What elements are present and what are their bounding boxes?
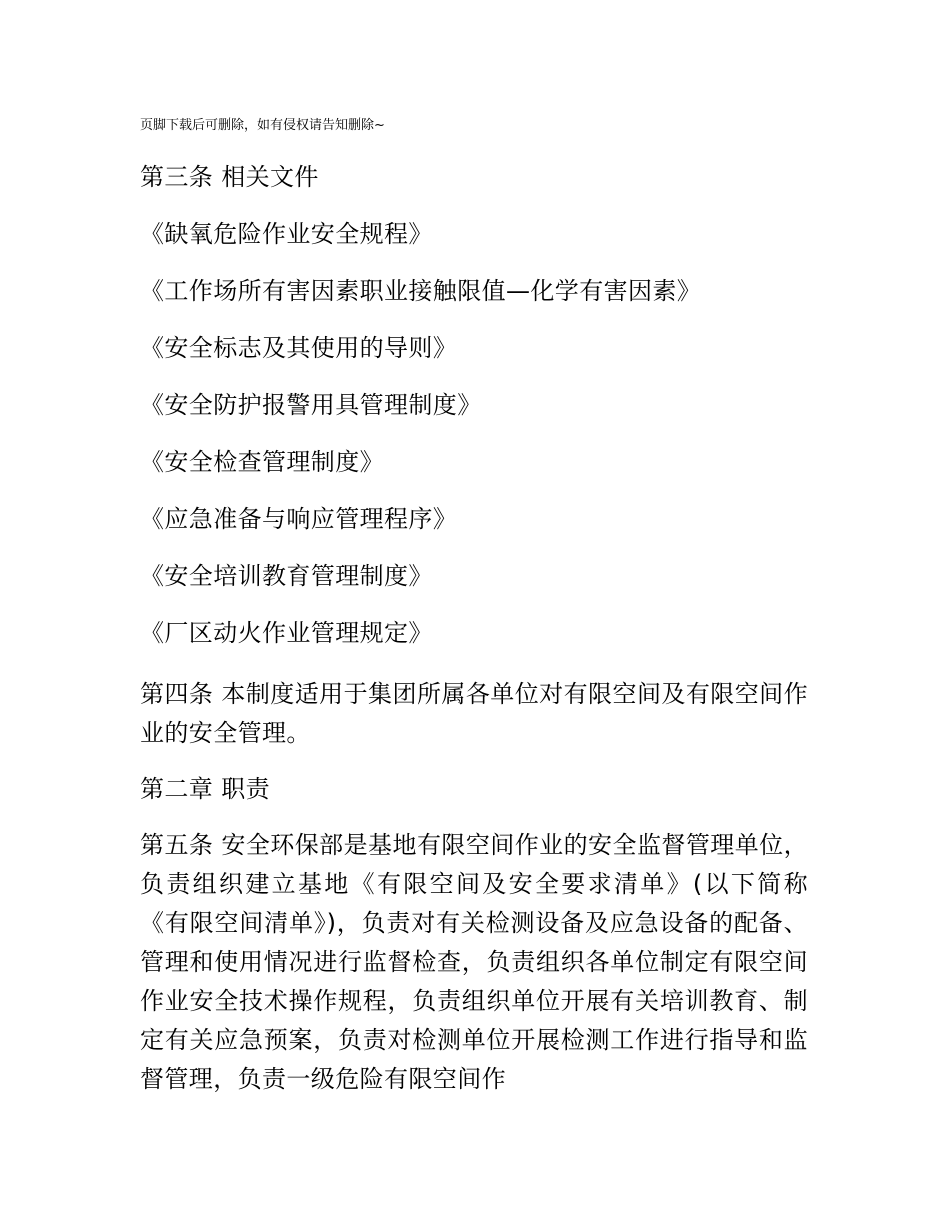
- document-item: 《厂区动火作业管理规定》: [140, 619, 433, 647]
- document-item: 《工作场所有害因素职业接触限值—化学有害因素》: [140, 277, 702, 305]
- document-item: 《安全培训教育管理制度》: [140, 562, 433, 590]
- header-note: 页脚下载后可删除，如有侵权请告知删除~: [140, 118, 385, 133]
- document-item: 《安全防护报警用具管理制度》: [140, 391, 482, 419]
- article-5-paragraph: 第五条 安全环保部是基地有限空间作业的安全监督管理单位，负责组织建立基地《有限空间及安全要求清单》(以下简称《有限空间清单》)，负责对有关检测设备及应急设备的配备、管理和使用情况进行监督检查，负责组织各单位制定有限空间作业安全技术操作规程，负责组织单位开展有关培训教育、制定有关应急预案，负责对检测单位开展检测工作进行指导和监督管理，负责一级危险有限空间作: [140, 831, 808, 1093]
- document-item: 《安全检查管理制度》: [140, 448, 384, 476]
- document-item: 《应急准备与响应管理程序》: [140, 505, 458, 533]
- chapter-2-heading: 第二章 职责: [140, 775, 271, 803]
- document-item: 《缺氧危险作业安全规程》: [140, 220, 433, 248]
- document-item: 《安全标志及其使用的导则》: [140, 334, 458, 362]
- article-4-paragraph: 第四条 本制度适用于集团所属各单位对有限空间及有限空间作业的安全管理。: [140, 680, 808, 747]
- article-3-heading: 第三条 相关文件: [140, 163, 319, 191]
